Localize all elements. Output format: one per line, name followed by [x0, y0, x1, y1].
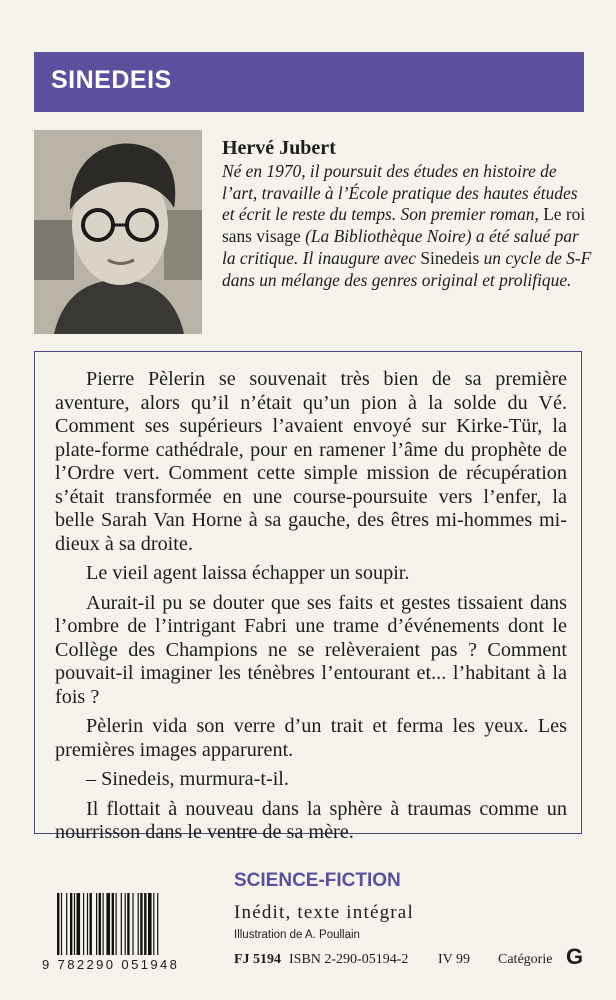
illustration-credit: Illustration de A. Poullain [234, 929, 360, 941]
barcode-image [55, 893, 213, 955]
summary-paragraph: – Sinedeis, murmura-t-il. [86, 768, 289, 790]
series-banner [34, 52, 584, 112]
summary-paragraph: Pierre Pèlerin se souvenait très bien de sa première aventure, alors qu’il n’était qu’un pion à la solde du Vé. Comment ses supérieurs l’avaient envoyé sur Kirke-Tür, la plate-forme cathédrale, pour en ramener l’âme du prophète de l’Ordre vert. Comment cette simple mission de récupération s’était transformée en une course-poursuite vers l’enfer, la belle Sarah Van Horne à sa gauche, des êtres mi-hommes mi-dieux à sa droite. [55, 368, 567, 555]
publication-codes [234, 944, 584, 972]
author-name: Hervé Jubert [222, 137, 336, 159]
genre-label: SCIENCE-FICTION [234, 870, 401, 891]
summary-paragraph: Le vieil agent laissa échapper un soupir. [86, 562, 410, 584]
fj-code: FJ 5194 [234, 952, 282, 967]
summary-paragraph: Pèlerin vida son verre d’un trait et ferma les yeux. Les premières images apparurent. [55, 715, 567, 761]
barcode-digits: 9 782290 051948 [42, 957, 180, 972]
edition-label: Inédit, texte intégral [234, 902, 414, 923]
author-bio [222, 161, 592, 291]
isbn-code: ISBN 2-290-05194-2 [289, 952, 409, 967]
summary-text [55, 368, 567, 851]
bio-series-segment: Sinedeis [420, 247, 480, 268]
bio-title-segment: Le roi sans visage [222, 204, 586, 247]
author-photo [34, 130, 202, 334]
summary-paragraph: Aurait-il pu se douter que ses faits et gestes tissaient dans l’ombre de l’intrigant Fabri une trame d’événements dont le Collège des Champions ne se relèveraient pas ? Comment pouvait-il imaginer les ténèbres l’entourant et... l’habitant à la fois ? [55, 591, 567, 708]
category-label: Catégorie [498, 952, 553, 967]
bio-segment: un cycle de S-F dans un mélange des genres original et prolifique. [222, 247, 592, 290]
category-value: G [566, 944, 584, 969]
bio-segment: (La Bibliothèque Noire) a été salué par la critique. Il inaugure avec [222, 226, 579, 268]
summary-paragraph: Il flottait à nouveau dans la sphère à traumas comme un nourrisson dans le ventre de sa mère. [55, 797, 567, 843]
series-title: SINEDEIS [51, 66, 172, 94]
author-portrait-image [34, 130, 202, 334]
iv-code: IV 99 [438, 952, 471, 967]
bio-segment: Né en 1970, il poursuit des études en histoire de l’art, travaille à l’École pratique des hautes études et écrit le reste du temps. Son premier roman, [222, 161, 578, 225]
